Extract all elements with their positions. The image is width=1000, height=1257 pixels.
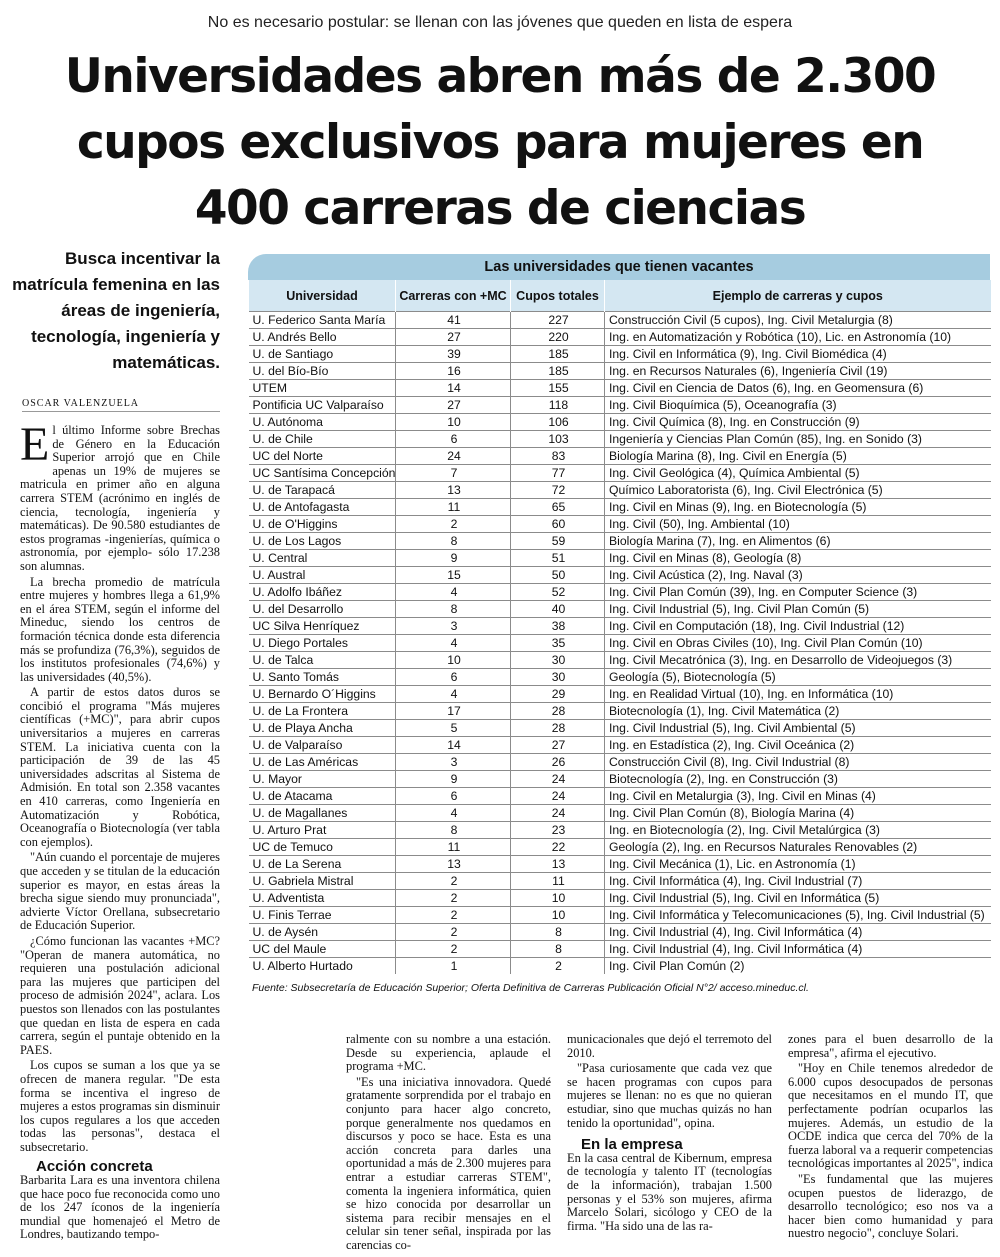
- cupos-cell: 52: [511, 584, 605, 601]
- cupos-cell: 30: [511, 652, 605, 669]
- example-cell: Ing. en Realidad Virtual (10), Ing. en Informática (10): [605, 686, 991, 703]
- university-cell: U. de Tarapacá: [249, 482, 396, 499]
- table-row: [249, 550, 991, 567]
- cupos-cell: 8: [511, 941, 605, 958]
- paragraph: A partir de estos datos duros se concibió el programa "Más mujeres científicas (+MC)", para abrir cupos universitarios a mujeres en carreras STEM. La iniciativa cuenta con la participación de 39 de las 45 universidades adscritas al Sistema de Admisión. En total son 2.358 vacantes en 410 carreras, como Ingeniería en Automatización y Robótica, Oceanografía o Biotecnología (ver tabla con ejemplos).: [20, 685, 220, 849]
- table-row: [249, 822, 991, 839]
- university-cell: U. de La Frontera: [249, 703, 396, 720]
- table-header-row: [249, 280, 991, 312]
- university-cell: U. Bernardo O´Higgins: [249, 686, 396, 703]
- carreras-cell: 8: [396, 822, 511, 839]
- carreras-cell: 39: [396, 346, 511, 363]
- cupos-cell: 50: [511, 567, 605, 584]
- example-cell: Ing. Civil Mecatrónica (3), Ing. en Desarrollo de Videojuegos (3): [605, 652, 991, 669]
- carreras-cell: 2: [396, 516, 511, 533]
- example-cell: Biotecnología (1), Ing. Civil Matemática (2): [605, 703, 991, 720]
- carreras-cell: 8: [396, 601, 511, 618]
- column-header: Ejemplo de carreras y cupos: [605, 280, 991, 312]
- cupos-cell: 83: [511, 448, 605, 465]
- example-cell: Ing. Civil Industrial (4), Ing. Civil Informática (4): [605, 924, 991, 941]
- column-header: Cupos totales: [511, 280, 605, 312]
- example-cell: Ing. en Recursos Naturales (6), Ingeniería Civil (19): [605, 363, 991, 380]
- cupos-cell: 10: [511, 890, 605, 907]
- carreras-cell: 2: [396, 924, 511, 941]
- example-cell: Ing. en Estadística (2), Ing. Civil Oceánica (2): [605, 737, 991, 754]
- university-cell: U. de Los Lagos: [249, 533, 396, 550]
- cupos-cell: 65: [511, 499, 605, 516]
- table-title: Las universidades que tienen vacantes: [248, 254, 990, 280]
- carreras-cell: 8: [396, 533, 511, 550]
- university-cell: UC Santísima Concepción: [249, 465, 396, 482]
- university-cell: U. Central: [249, 550, 396, 567]
- carreras-cell: 27: [396, 397, 511, 414]
- universities-table: [248, 280, 991, 974]
- university-cell: U. Adventista: [249, 890, 396, 907]
- cupos-cell: 118: [511, 397, 605, 414]
- cupos-cell: 51: [511, 550, 605, 567]
- carreras-cell: 24: [396, 448, 511, 465]
- university-cell: U. Arturo Prat: [249, 822, 396, 839]
- table-row: [249, 448, 991, 465]
- carreras-cell: 27: [396, 329, 511, 346]
- carreras-cell: 1: [396, 958, 511, 975]
- carreras-cell: 14: [396, 380, 511, 397]
- example-cell: Ing. Civil Bioquímica (5), Oceanografía (3): [605, 397, 991, 414]
- university-cell: U. Santo Tomás: [249, 669, 396, 686]
- paragraph: Los cupos se suman a los que ya se ofrecen de manera regular. "De esta forma se incentiva el ingreso de mujeres a estos programas sin disminuir los cupos regulares a los que acceden todas las personas", destaca el subsecretario.: [20, 1058, 220, 1154]
- university-cell: U. del Bío-Bío: [249, 363, 396, 380]
- cupos-cell: 11: [511, 873, 605, 890]
- table-row: [249, 312, 991, 329]
- table-row: [249, 601, 991, 618]
- example-cell: Ing. Civil Plan Común (39), Ing. en Computer Science (3): [605, 584, 991, 601]
- table-row: [249, 618, 991, 635]
- university-cell: U. de O'Higgins: [249, 516, 396, 533]
- universities-table-box: [248, 254, 990, 994]
- paragraph: "Es fundamental que las mujeres ocupen puestos de liderazgo, de desarrollo tecnológico; eso nos va a hacer bien como humanidad y para nuestro negocio", concluye Solari.: [788, 1171, 993, 1241]
- university-cell: UC de Temuco: [249, 839, 396, 856]
- example-cell: Ing. Civil Plan Común (8), Biología Marina (4): [605, 805, 991, 822]
- carreras-cell: 2: [396, 941, 511, 958]
- example-cell: Ing. Civil en Ciencia de Datos (6), Ing. en Geomensura (6): [605, 380, 991, 397]
- table-row: [249, 907, 991, 924]
- cupos-cell: 22: [511, 839, 605, 856]
- university-cell: U. de Valparaíso: [249, 737, 396, 754]
- table-row: [249, 584, 991, 601]
- deck: Busca incentivar la matrícula femenina en las áreas de ingeniería, tecnología, ingeniería y matemáticas.: [12, 249, 220, 372]
- example-cell: Ing. Civil Industrial (4), Ing. Civil Informática (4): [605, 941, 991, 958]
- table-row: [249, 771, 991, 788]
- cupos-cell: 227: [511, 312, 605, 329]
- carreras-cell: 7: [396, 465, 511, 482]
- university-cell: U. de Talca: [249, 652, 396, 669]
- cupos-cell: 220: [511, 329, 605, 346]
- table-row: [249, 533, 991, 550]
- example-cell: Ing. Civil Industrial (5), Ing. Civil Ambiental (5): [605, 720, 991, 737]
- university-cell: U. del Desarrollo: [249, 601, 396, 618]
- carreras-cell: 2: [396, 873, 511, 890]
- article-column-2: [346, 1033, 551, 1255]
- table-row: [249, 856, 991, 873]
- cupos-cell: 28: [511, 703, 605, 720]
- cupos-cell: 13: [511, 856, 605, 873]
- table-row: [249, 652, 991, 669]
- table-row: [249, 346, 991, 363]
- cupos-cell: 185: [511, 363, 605, 380]
- carreras-cell: 4: [396, 635, 511, 652]
- example-cell: Ing. Civil Química (8), Ing. en Construcción (9): [605, 414, 991, 431]
- example-cell: Biología Marina (7), Ing. en Alimentos (6): [605, 533, 991, 550]
- cupos-cell: 38: [511, 618, 605, 635]
- carreras-cell: 6: [396, 669, 511, 686]
- table-row: [249, 516, 991, 533]
- example-cell: Ing. Civil Plan Común (2): [605, 958, 991, 975]
- cupos-cell: 8: [511, 924, 605, 941]
- example-cell: Ing. Civil Mecánica (1), Lic. en Astronomía (1): [605, 856, 991, 873]
- university-cell: U. de Aysén: [249, 924, 396, 941]
- university-cell: U. de Santiago: [249, 346, 396, 363]
- paragraph: El último Informe sobre Brechas de Género en la Educación Superior arrojó que en Chile apenas un 19% de mujeres se matricula en primer año en alguna carrera STEM (acrónimo en inglés de ciencia, tecnología, ingeniería y matemáticas). De 90.580 estudiantes de estos programas -ingenierías, química o astronomía, por ejemplo- sólo 17.238 son alumnas.: [20, 418, 220, 573]
- table-row: [249, 720, 991, 737]
- university-cell: U. de Atacama: [249, 788, 396, 805]
- carreras-cell: 11: [396, 499, 511, 516]
- table-row: [249, 958, 991, 975]
- table-row: [249, 924, 991, 941]
- carreras-cell: 4: [396, 686, 511, 703]
- cupos-cell: 24: [511, 771, 605, 788]
- university-cell: UC Silva Henríquez: [249, 618, 396, 635]
- example-cell: Ing. Civil Acústica (2), Ing. Naval (3): [605, 567, 991, 584]
- example-cell: Biotecnología (2), Ing. en Construcción (3): [605, 771, 991, 788]
- carreras-cell: 5: [396, 720, 511, 737]
- carreras-cell: 9: [396, 771, 511, 788]
- column-header: Carreras con +MC: [396, 280, 511, 312]
- cupos-cell: 2: [511, 958, 605, 975]
- table-row: [249, 686, 991, 703]
- article-column-1: [20, 418, 220, 1244]
- paragraph: "Pasa curiosamente que cada vez que se hacen programas con cupos para mujeres se llenan: no es que no quieran estudiar, sino que muchas quizás no han tenido la oportunidad", opina.: [567, 1061, 772, 1130]
- example-cell: Biología Marina (8), Ing. Civil en Energía (5): [605, 448, 991, 465]
- carreras-cell: 11: [396, 839, 511, 856]
- university-cell: UC del Maule: [249, 941, 396, 958]
- table-row: [249, 567, 991, 584]
- table-row: [249, 941, 991, 958]
- table-row: [249, 635, 991, 652]
- example-cell: Ing. Civil (50), Ing. Ambiental (10): [605, 516, 991, 533]
- paragraph: La brecha promedio de matrícula entre mujeres y hombres llega a 61,9% en el área STEM, según el informe del Mineduc, siendo los centros de formación técnica donde esta diferencia más se profundiza (76,3%), seguidos de los institutos profesionales (74,6%) y las universidades (40,5%).: [20, 574, 220, 684]
- cupos-cell: 185: [511, 346, 605, 363]
- table-row: [249, 839, 991, 856]
- paragraph: "Es una iniciativa innovadora. Quedé gratamente sorprendida por el trabajo en conjunto para hacer algo concreto, porque generalmente nos quedamos en discursos y poco se hace. Esta es una acción concreta para darles una oportunidad a más de 2.300 mujeres para entrar a estudiar carreras STEM", comenta la ingeniera informática, quien se hizo conocida por desarrollar un sistema para recibir mensajes en el celular sin tener señal, inspirada por las carencias co-: [346, 1074, 551, 1252]
- university-cell: U. de La Serena: [249, 856, 396, 873]
- example-cell: Ing. en Automatización y Robótica (10), Lic. en Astronomía (10): [605, 329, 991, 346]
- paragraph: zones para el buen desarrollo de la empresa", afirma el ejecutivo.: [788, 1032, 993, 1060]
- table-row: [249, 890, 991, 907]
- carreras-cell: 41: [396, 312, 511, 329]
- cupos-cell: 10: [511, 907, 605, 924]
- university-cell: U. de Playa Ancha: [249, 720, 396, 737]
- example-cell: Ing. en Biotecnología (2), Ing. Civil Metalúrgica (3): [605, 822, 991, 839]
- table-row: [249, 873, 991, 890]
- table-body: [249, 312, 991, 975]
- drop-cap: E: [20, 418, 50, 471]
- headline: Universidades abren más de 2.300 cupos exclusivos para mujeres en 400 carreras de ciencias: [64, 49, 936, 236]
- table-row: [249, 397, 991, 414]
- cupos-cell: 24: [511, 788, 605, 805]
- table-row: [249, 788, 991, 805]
- example-cell: Ing. Civil en Minas (8), Geología (8): [605, 550, 991, 567]
- carreras-cell: 10: [396, 414, 511, 431]
- example-cell: Geología (5), Biotecnología (5): [605, 669, 991, 686]
- example-cell: Construcción Civil (8), Ing. Civil Industrial (8): [605, 754, 991, 771]
- university-cell: UC del Norte: [249, 448, 396, 465]
- cupos-cell: 35: [511, 635, 605, 652]
- paragraph: ralmente con su nombre a una estación. Desde su experiencia, aplaude el programa +MC.: [346, 1032, 551, 1074]
- paragraph: "Aún cuando el porcentaje de mujeres que acceden y se titulan de la educación superior es mayor, en estas áreas la brecha sigue siendo muy pronunciada", advierte Víctor Orellana, subsecretario de Educación Superior.: [20, 850, 220, 933]
- example-cell: Ing. Civil Geológica (4), Química Ambiental (5): [605, 465, 991, 482]
- table-row: [249, 703, 991, 720]
- university-cell: Pontificia UC Valparaíso: [249, 397, 396, 414]
- example-cell: Ing. Civil en Metalurgia (3), Ing. Civil en Minas (4): [605, 788, 991, 805]
- university-cell: U. Mayor: [249, 771, 396, 788]
- cupos-cell: 30: [511, 669, 605, 686]
- kicker: No es necesario postular: se llenan con las jóvenes que queden en lista de espera: [207, 14, 793, 31]
- paragraph: Barbarita Lara es una inventora chilena que hace poco fue reconocida como uno de los 247 íconos de la ingeniería mundial que homenajeó el Metro de Londres, bautizando tempo-: [20, 1173, 220, 1242]
- university-cell: U. Federico Santa María: [249, 312, 396, 329]
- table-row: [249, 482, 991, 499]
- university-cell: U. de Las Américas: [249, 754, 396, 771]
- table-row: [249, 669, 991, 686]
- paragraph: "Hoy en Chile tenemos alrededor de 6.000 cupos desocupados de personas que necesitamos en el mundo IT, que perfectamente podrían ocuparlos las mujeres. Además, un estudio de la OCDE indica que cerca del 70% de la fuerza laboral va a requerir competencias tecnológicas importantes al 2025", indica: [788, 1061, 993, 1171]
- university-cell: U. Adolfo Ibáñez: [249, 584, 396, 601]
- carreras-cell: 17: [396, 703, 511, 720]
- table-row: [249, 805, 991, 822]
- table-row: [249, 737, 991, 754]
- cupos-cell: 40: [511, 601, 605, 618]
- university-cell: U. Autónoma: [249, 414, 396, 431]
- university-cell: U. Austral: [249, 567, 396, 584]
- carreras-cell: 2: [396, 890, 511, 907]
- university-cell: U. de Chile: [249, 431, 396, 448]
- university-cell: U. Gabriela Mistral: [249, 873, 396, 890]
- table-row: [249, 380, 991, 397]
- carreras-cell: 3: [396, 618, 511, 635]
- carreras-cell: 14: [396, 737, 511, 754]
- example-cell: Químico Laboratorista (6), Ing. Civil Electrónica (5): [605, 482, 991, 499]
- cupos-cell: 77: [511, 465, 605, 482]
- carreras-cell: 4: [396, 805, 511, 822]
- table-source: Fuente: Subsecretaría de Educación Superior; Oferta Definitiva de Carreras Publicación Oficial N°2/ acceso.mineduc.cl.: [252, 982, 809, 994]
- carreras-cell: 16: [396, 363, 511, 380]
- example-cell: Geología (2), Ing. en Recursos Naturales Renovables (2): [605, 839, 991, 856]
- example-cell: Ingeniería y Ciencias Plan Común (85), Ing. en Sonido (3): [605, 431, 991, 448]
- cupos-cell: 106: [511, 414, 605, 431]
- table-row: [249, 754, 991, 771]
- table-row: [249, 499, 991, 516]
- carreras-cell: 9: [396, 550, 511, 567]
- cupos-cell: 24: [511, 805, 605, 822]
- example-cell: Construcción Civil (5 cupos), Ing. Civil Metalurgia (8): [605, 312, 991, 329]
- university-cell: U. Diego Portales: [249, 635, 396, 652]
- carreras-cell: 6: [396, 431, 511, 448]
- byline: OSCAR VALENZUELA: [22, 398, 220, 412]
- example-cell: Ing. Civil Informática y Telecomunicaciones (5), Ing. Civil Industrial (5): [605, 907, 991, 924]
- university-cell: UTEM: [249, 380, 396, 397]
- university-cell: U. Andrés Bello: [249, 329, 396, 346]
- example-cell: Ing. Civil en Minas (9), Ing. en Biotecnología (5): [605, 499, 991, 516]
- university-cell: U. de Antofagasta: [249, 499, 396, 516]
- university-cell: U. Alberto Hurtado: [249, 958, 396, 975]
- carreras-cell: 15: [396, 567, 511, 584]
- table-row: [249, 363, 991, 380]
- example-cell: Ing. Civil en Computación (18), Ing. Civil Industrial (12): [605, 618, 991, 635]
- cupos-cell: 59: [511, 533, 605, 550]
- cupos-cell: 60: [511, 516, 605, 533]
- cupos-cell: 29: [511, 686, 605, 703]
- cupos-cell: 23: [511, 822, 605, 839]
- cupos-cell: 26: [511, 754, 605, 771]
- carreras-cell: 3: [396, 754, 511, 771]
- carreras-cell: 4: [396, 584, 511, 601]
- carreras-cell: 2: [396, 907, 511, 924]
- cupos-cell: 155: [511, 380, 605, 397]
- subhead-accion-concreta: Acción concreta: [36, 1158, 153, 1176]
- table-row: [249, 329, 991, 346]
- university-cell: U. Finis Terrae: [249, 907, 396, 924]
- table-row: [249, 414, 991, 431]
- paragraph: municacionales que dejó el terremoto del 2010.: [567, 1032, 772, 1060]
- carreras-cell: 13: [396, 482, 511, 499]
- paragraph: En la casa central de Kibernum, empresa de tecnología y talento IT (tecnologías de la información), trabajan 1.500 personas y el 53% son mujeres, afirma Marcelo Solari, sicólogo y CEO de la firma. "Ha sido una de las ra-: [567, 1150, 772, 1233]
- example-cell: Ing. Civil Informática (4), Ing. Civil Industrial (7): [605, 873, 991, 890]
- cupos-cell: 103: [511, 431, 605, 448]
- carreras-cell: 10: [396, 652, 511, 669]
- carreras-cell: 13: [396, 856, 511, 873]
- article-column-3: [567, 1033, 772, 1235]
- example-cell: Ing. Civil Industrial (5), Ing. Civil Plan Común (5): [605, 601, 991, 618]
- cupos-cell: 27: [511, 737, 605, 754]
- example-cell: Ing. Civil en Obras Civiles (10), Ing. Civil Plan Común (10): [605, 635, 991, 652]
- subhead-en-la-empresa: En la empresa: [581, 1136, 683, 1154]
- example-cell: Ing. Civil en Informática (9), Ing. Civil Biomédica (4): [605, 346, 991, 363]
- university-cell: U. de Magallanes: [249, 805, 396, 822]
- cupos-cell: 28: [511, 720, 605, 737]
- carreras-cell: 6: [396, 788, 511, 805]
- table-row: [249, 431, 991, 448]
- column-header: Universidad: [249, 280, 396, 312]
- cupos-cell: 72: [511, 482, 605, 499]
- article-column-4: [788, 1033, 993, 1243]
- table-row: [249, 465, 991, 482]
- paragraph: ¿Cómo funcionan las vacantes +MC? "Operan de manera automática, no requieren una postulación adicional para las mujeres que participen del proceso de admisión 2024", aclara. Los puestos son llenados con las postulantes que quedan en lista de espera en cada carrera, según el puntaje obtenido en la PAES.: [20, 933, 220, 1057]
- example-cell: Ing. Civil Industrial (5), Ing. Civil en Informática (5): [605, 890, 991, 907]
